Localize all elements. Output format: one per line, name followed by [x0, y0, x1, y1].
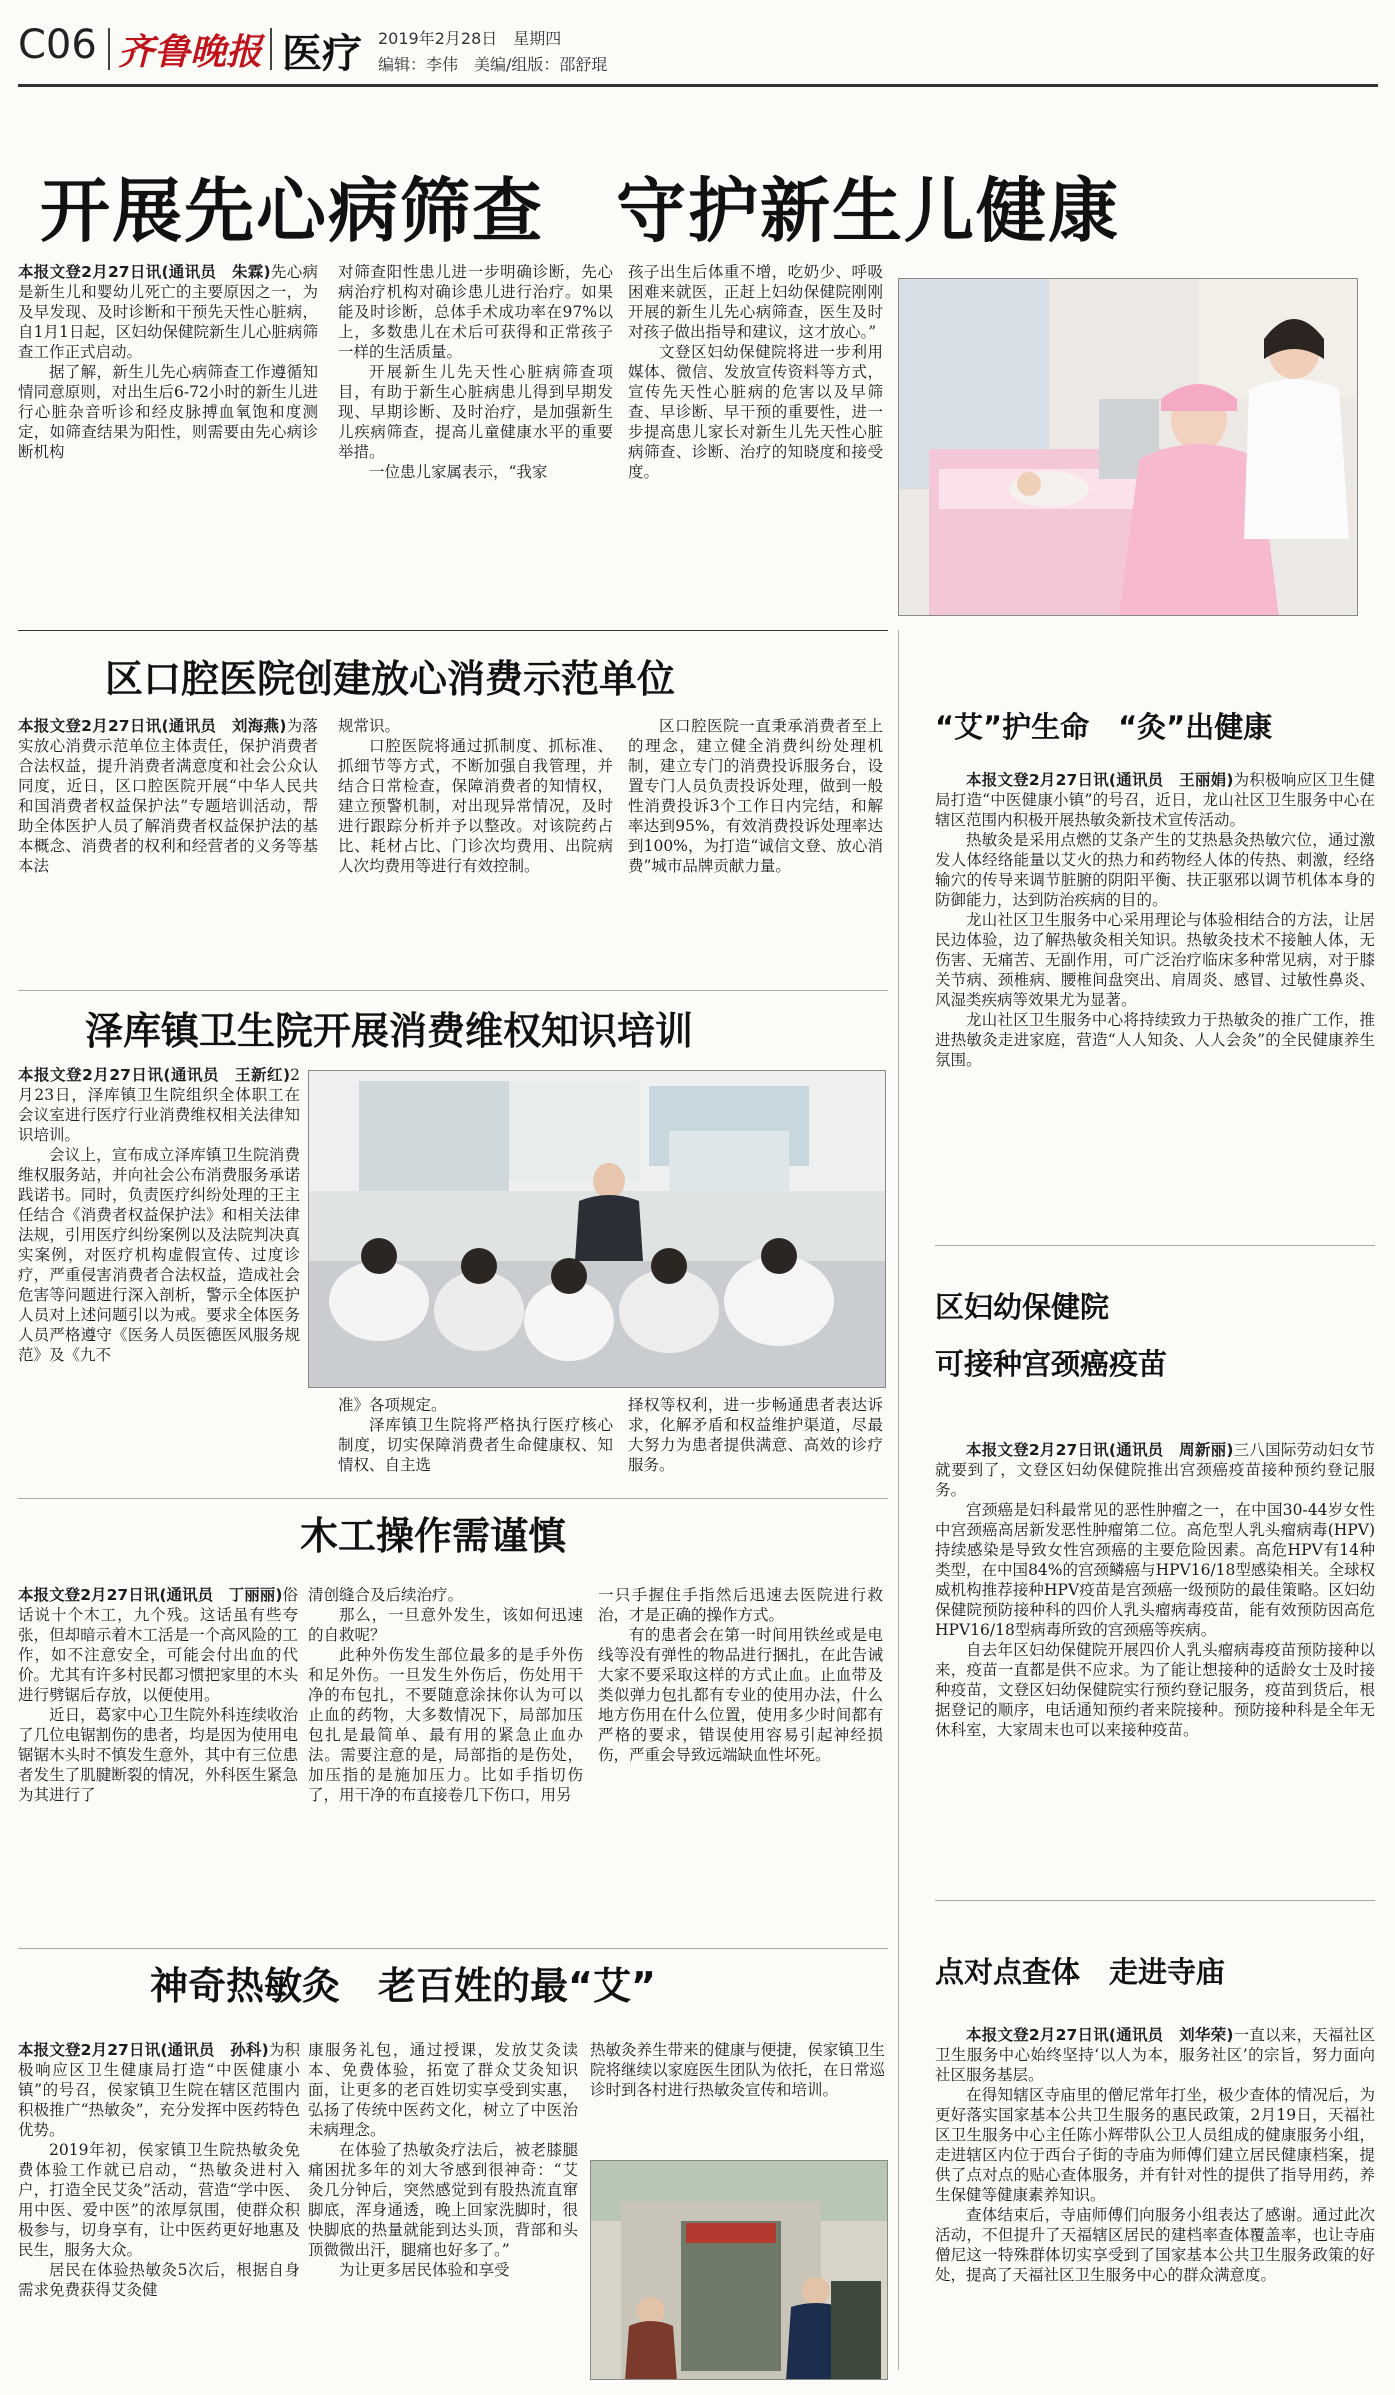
page-number: C06	[18, 22, 97, 68]
editor-line: 编辑：李伟 美编/组版：邵舒琨	[378, 55, 608, 74]
masthead	[18, 16, 1378, 76]
vertical-divider	[898, 630, 899, 2370]
article-dental-col1: 本报文登2月27日讯(通讯员 刘海燕)为落实放心消费示范单位主体责任，保护消费者合法权益，提升消费者满意度和社会公众认同度，近日，区口腔医院开展“中华人民共和国消费者权益保护法”专题培训活动，帮助全体医护人员了解消费者权益保护法的基本概念、消费者的权利和经营者的义务等基本法	[18, 717, 318, 875]
section-divider-2	[18, 990, 888, 991]
masthead-rule	[18, 84, 1378, 87]
article-woodwork-col3: 一只手握住手指然后迅速去医院进行救治，才是正确的操作方式。 有的患者会在第一时间用铁丝或是电线等没有弹性的物品进行捆扎，在此告诫大家不要采取这样的方式止血。止血带及类似弹力包扎都有专业的使用办法，什么地方伤用在什么位置，使用多少时间都有严格的要求，错误使用容易引起神经损伤，严重会导致远端缺血性坏死。	[598, 1586, 883, 1764]
photo-training-illustration	[309, 1071, 886, 1388]
byline: 本报文登2月27日讯(通讯员 刘华荣)	[966, 2026, 1234, 2044]
article-screening-col1: 本报文登2月27日讯(通讯员 朱霖)先心病是新生儿和婴幼儿死亡的主要原因之一，为及早发现、及时诊断和干预先天性心脏病，自1月1日起，区妇幼保健院新生儿心脏病筛查工作正式启动。 据了解，新生儿先心病筛查工作遵循知情同意原则，对出生后6-72小时的新生儿进行心脏杂音听诊和经皮脉搏血氧饱和度测定，如筛查结果为阳性，则需要由先心病诊断机构	[18, 263, 318, 461]
section-divider-1	[18, 630, 888, 631]
byline: 本报文登2月27日讯(通讯员 孙科)	[18, 2041, 269, 2059]
byline: 本报文登2月27日讯(通讯员 朱霖)	[18, 263, 271, 281]
date-line: 2019年2月28日 星期四	[378, 29, 562, 48]
byline: 本报文登2月27日讯(通讯员 王丽娟)	[966, 771, 1234, 789]
headline-hpv-line2: 可接种宫颈癌疫苗	[935, 1347, 1168, 1381]
photo-moxibustion-visit	[590, 2160, 888, 2380]
byline: 本报文登2月27日讯(通讯员 刘海燕)	[18, 717, 287, 735]
headline-zeku-training: 泽库镇卫生院开展消费维权知识培训	[85, 1009, 694, 1053]
article-moxibustion-col2: 康服务礼包，通过授课，发放艾灸读本、免费体验，拓宽了群众艾灸知识面，让更多的老百姓切实享受到实惠，弘扬了传统中医药文化，树立了中医治未病理念。 在体验了热敏灸疗法后，被老膝腿痛困扰多年的刘大爷感到很神奇：“艾灸几分钟后，突然感觉到有股热流直窜脚底，浑身通透，晚上回家洗脚时，很快脚底的热量就能到达头顶，背部和头顶微微出汗，腿痛也好多了。” 为让更多居民体验和享受	[308, 2041, 578, 2279]
byline: 本报文登2月27日讯(通讯员 丁丽丽)	[18, 1586, 283, 1604]
headline-dental-hospital: 区口腔医院创建放心消费示范单位	[105, 657, 676, 701]
byline: 本报文登2月27日讯(通讯员 周新丽)	[966, 1441, 1234, 1459]
article-screening-col2: 对筛查阳性患儿进一步明确诊断，先心病治疗机构对确诊患儿进行治疗。如果能及时诊断，总体手术成功率在97%以上，多数患儿在术后可获得和正常孩子一样的生活质量。 开展新生儿先天性心脏病筛查项目，有助于新生心脏病患儿得到早期发现、早期诊断、及时治疗，是加强新生儿疾病筛查，提高儿童健康水平的重要举措。 一位患儿家属表示，“我家	[338, 263, 613, 481]
article-moxibustion-col1: 本报文登2月27日讯(通讯员 孙科)为积极响应区卫生健康局打造“中医健康小镇”的号召，侯家镇卫生院在辖区范围内积极推广“热敏灸”，充分发挥中医药特色优势。 2019年初，侯家镇卫生院热敏灸免费体验工作就已启动，“热敏灸进村入户，打造全民艾灸”活动，营造“学中医、用中医、爱中医”的浓厚氛围，使群众积极参与，切身享有，让中医药更好地惠及民生，服务大众。 居民在体验热敏灸5次后，根据自身需求免费获得艾灸健	[18, 2041, 300, 2299]
headline-aijiu: “艾”护生命 “灸”出健康	[935, 710, 1273, 744]
article-temple-checkup: 本报文登2月27日讯(通讯员 刘华荣)一直以来，天福社区卫生服务中心始终坚持‘以人为本，服务社区’的宗旨，努力面向社区服务基层。 在得知辖区寺庙里的僧尼常年打坐，极少查体的情况后，为更好落实国家基本公共卫生服务的惠民政策，2月19日，天福社区卫生服务中心主任陈小辉带队公卫人员组成的健康服务小组，走进辖区内位于西台子街的寺庙为师傅们建立居民健康档案，提供了点对点的贴心查体服务，并有针对性的提供了指导用药，养生保健等健康素养知识。 查体结束后，寺庙师傅们向服务小组表达了感谢。通过此次活动，不但提升了天福辖区居民的建档率查体覆盖率，也让寺庙僧尼这一特殊群体切实享受到了国家基本公共卫生服务政策的好处，提高了天福社区卫生服务中心的群众满意度。	[935, 2026, 1375, 2284]
headline-screening: 开展先心病筛查 守护新生儿健康	[40, 170, 1120, 252]
photo-training-meeting	[308, 1070, 886, 1388]
right-divider-2	[935, 1900, 1375, 1901]
photo-moxibustion-illustration	[591, 2161, 888, 2380]
article-woodwork-col1: 本报文登2月27日讯(通讯员 丁丽丽)俗话说十个木工，九个残。这话虽有些夸张，但却暗示着木工活是一个高风险的工作，如不注意安全，可能会付出血的代价。尤其有许多村民都习惯把家里的木头进行劈锯后存放，以便使用。 近日，葛家中心卫生院外科连续收治了几位电锯割伤的患者，均是因为使用电锯锯木头时不慎发生意外，其中有三位患者发生了肌腱断裂的情况，外科医生紧急为其进行了	[18, 1586, 298, 1804]
section-divider-4	[18, 1948, 888, 1949]
newspaper-logo: 齐鲁晚报	[118, 31, 263, 73]
article-hpv: 本报文登2月27日讯(通讯员 周新丽)三八国际劳动妇女节就要到了，文登区妇幼保健院推出宫颈癌疫苗接种预约登记服务。 宫颈癌是妇科最常见的恶性肿瘤之一，在中国30-44岁女性中宫颈癌高居新发恶性肿瘤第二位。高危型人乳头瘤病毒(HPV)持续感染是导致女性宫颈癌的主要危险因素。高危HPV有14种类型，在中国84%的宫颈鳞癌与HPV16/18型感染相关。全球权威机构推荐接种HPV疫苗是宫颈癌一级预防的最佳策略。区妇幼保健院预防接种科的四价人乳头瘤病毒疫苗，能有效预防因高危HPV16/18型病毒所致的宫颈癌等疾病。 自去年区妇幼保健院开展四价人乳头瘤病毒疫苗预防接种以来，疫苗一直都是供不应求。为了能让想接种的适龄女士及时接种疫苗，文登区妇幼保健院实行预约登记服务，疫苗到货后，根据登记的顺序，电话通知预约者来院接种。预防接种科是全年无休科室，大家周末也可以来接种疫苗。	[935, 1441, 1375, 1739]
article-dental-col3: 区口腔医院一直秉承消费者至上的理念，建立健全消费纠纷处理机制，建立专门的消费投诉服务台，设置专门人员负责投诉处理，做到一般性消费投诉3个工作日内完结，和解率达到95%，有效消费投诉处理率达到100%，为打造“诚信文登、放心消费”城市品牌贡献力量。	[628, 717, 883, 875]
article-dental-col2: 规常识。 口腔医院将通过抓制度、抓标准、抓细节等方式，不断加强自我管理，并结合日常检查，保障消费者的知情权，建立预警机制，对出现异常情况，及时进行跟踪分析并予以整改。对该院药占比、耗材占比、门诊次均费用、出院病人次均费用等进行有效控制。	[338, 717, 613, 875]
right-divider-1	[935, 1245, 1375, 1246]
photo-newborn-illustration	[899, 279, 1358, 616]
byline: 本报文登2月27日讯(通讯员 王新红)	[18, 1066, 291, 1084]
masthead-divider-2	[270, 28, 272, 70]
article-aijiu: 本报文登2月27日讯(通讯员 王丽娟)为积极响应区卫生健局打造“中医健康小镇”的号召，近日，龙山社区卫生服务中心在辖区范围内积极开展热敏灸新技术宣传活动。 热敏灸是采用点燃的艾条产生的艾热悬灸热敏穴位，通过激发人体经络能量以艾火的热力和药物经人体的传热、刺激，经络输穴的传导来调节脏腑的阴阳平衡、扶正驱邪以调节机体本身的防御能力，达到防治疾病的目的。 龙山社区卫生服务中心采用理论与体验相结合的方法，让居民边体验，边了解热敏灸相关知识。热敏灸技术不接触人体，无伤害、无痛苦、无副作用，可广泛治疗临床多种常见病，对于膝关节病、颈椎病、腰椎间盘突出、肩周炎、感冒、过敏性鼻炎、风湿类疾病等效果尤为显著。 龙山社区卫生服务中心将持续致力于热敏灸的推广工作，推进热敏灸走进家庭，营造“人人知灸、人人会灸”的全民健康养生氛围。	[935, 771, 1375, 1069]
article-moxibustion-col3: 热敏灸养生带来的健康与便捷，侯家镇卫生院将继续以家庭医生团队为依托，在日常巡诊时到各村进行热敏灸宣传和培训。	[590, 2041, 885, 2099]
headline-hpv-line1: 区妇幼保健院	[935, 1290, 1110, 1324]
headline-moxibustion: 神奇热敏灸 老百姓的最“艾”	[150, 1964, 656, 2008]
article-zeku-col3: 择权等权利，进一步畅通患者表达诉求，化解矛盾和权益维护渠道，尽最大努力为患者提供满意、高效的诊疗服务。	[628, 1396, 883, 1474]
article-woodwork-col2: 清创缝合及后续治疗。 那么，一旦意外发生，该如何迅速的自救呢？ 此种外伤发生部位最多的是手外伤和足外伤。一旦发生外伤后，伤处用干净的布包扎，不要随意涂抹你认为可以止血的药物，大多数情况下，局部加压包扎是最简单、最有用的紧急止血办法。需要注意的是，局部指的是伤处，加压指的是施加压力。比如手指切伤了，用干净的布直接卷几下伤口，用另	[308, 1586, 583, 1804]
article-zeku-col1: 本报文登2月27日讯(通讯员 王新红)2月23日，泽库镇卫生院组织全体职工在会议室进行医疗行业消费维权相关法律知识培训。 会议上，宣布成立泽库镇卫生院消费维权服务站，并向社会公布消费服务承诺践诺书。同时，负责医疗纠纷处理的王主任结合《消费者权益保护法》和相关法律法规，引用医疗纠纷案例以及法院判决真实案例，对医疗机构虚假宣传、过度诊疗，严重侵害消费者合法权益，造成社会危害等问题进行深入剖析，警示全体医护人员对上述问题引以为戒。要求全体医务人员严格遵守《医务人员医德医风服务规范》及《九不	[18, 1066, 300, 1364]
article-zeku-col2: 准》各项规定。 泽库镇卫生院将严格执行医疗核心制度，切实保障消费者生命健康权、知情权、自主选	[338, 1396, 613, 1474]
headline-temple-checkup: 点对点查体 走进寺庙	[935, 1955, 1226, 1989]
photo-newborn-screening	[898, 278, 1358, 616]
masthead-divider	[108, 28, 110, 70]
section-divider-3	[18, 1498, 888, 1499]
headline-woodwork: 木工操作需谨慎	[300, 1514, 567, 1558]
article-screening-col3: 孩子出生后体重不增，吃奶少、呼吸困难来就医，正赶上妇幼保健院刚刚开展的新生儿先心病筛查，医生及时对孩子做出指导和建议，这才放心。” 文登区妇幼保健院将进一步利用媒体、微信、发放宣传资料等方式，宣传先天性心脏病的危害以及早筛查、早诊断、早干预的重要性，进一步提高患儿家长对新生儿先天性心脏病筛查、诊断、治疗的知晓度和接受度。	[628, 263, 883, 481]
section-name: 医疗	[282, 31, 362, 77]
